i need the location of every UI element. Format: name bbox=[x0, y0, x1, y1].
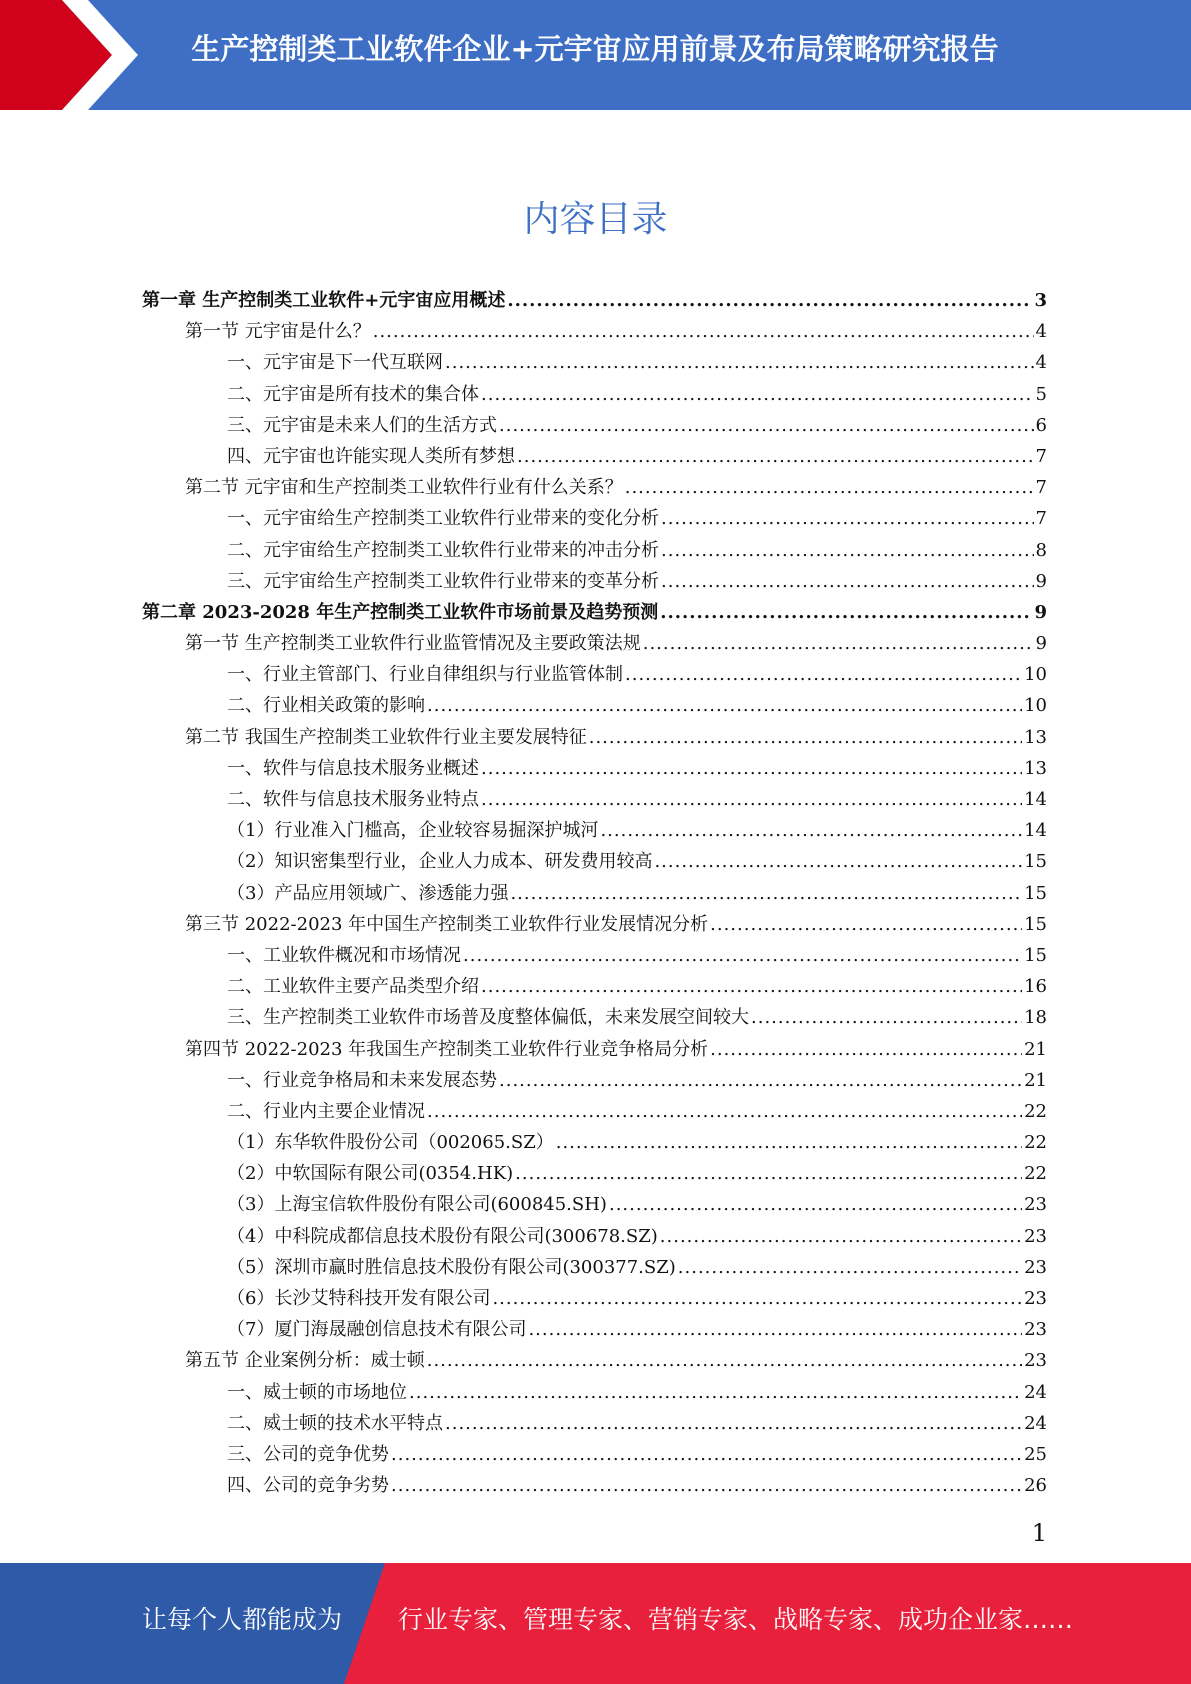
toc-dot-leader bbox=[609, 1189, 1022, 1220]
toc-entry-title: 一、元宇宙给生产控制类工业软件行业带来的变化分析 bbox=[227, 508, 659, 530]
toc-subsection-entry[interactable] bbox=[142, 971, 1047, 1002]
toc-entry-page: 25 bbox=[1024, 1443, 1047, 1465]
toc-subsection-entry[interactable] bbox=[142, 1314, 1047, 1345]
toc-section-entry[interactable] bbox=[142, 722, 1047, 753]
toc-entry-page: 24 bbox=[1024, 1412, 1047, 1434]
toc-subsection-entry[interactable] bbox=[142, 1283, 1047, 1314]
toc-dot-leader bbox=[751, 1002, 1022, 1033]
toc-entry-title: 一、行业竞争格局和未来发展态势 bbox=[227, 1069, 497, 1091]
toc-subsection-entry[interactable] bbox=[142, 690, 1047, 721]
toc-entry-page: 10 bbox=[1024, 695, 1047, 717]
toc-subsection-entry[interactable] bbox=[142, 1065, 1047, 1096]
toc-entry-page: 13 bbox=[1024, 757, 1047, 779]
toc-entry-page: 4 bbox=[1035, 321, 1047, 343]
toc-entry-page: 4 bbox=[1035, 352, 1047, 374]
toc-subsection-entry[interactable] bbox=[142, 784, 1047, 815]
toc-entry-page: 23 bbox=[1024, 1225, 1047, 1247]
toc-dot-leader bbox=[678, 1252, 1022, 1283]
toc-entry-page: 7 bbox=[1035, 477, 1047, 499]
toc-entry-title: （2）中软国际有限公司(0354.HK) bbox=[227, 1163, 514, 1185]
toc-dot-leader bbox=[660, 1221, 1022, 1252]
toc-dot-leader bbox=[589, 722, 1022, 753]
toc-subsection-entry[interactable] bbox=[142, 1439, 1047, 1470]
toc-dot-leader bbox=[373, 316, 1034, 347]
toc-entry-page: 7 bbox=[1035, 508, 1047, 530]
toc-entry-page: 8 bbox=[1035, 539, 1047, 561]
toc-subsection-entry[interactable] bbox=[142, 535, 1047, 566]
toc-entry-page: 22 bbox=[1024, 1100, 1047, 1122]
toc-entry-title: 第一节 元宇宙是什么？ bbox=[185, 321, 371, 343]
toc-entry-page: 23 bbox=[1024, 1194, 1047, 1216]
toc-subsection-entry[interactable] bbox=[142, 878, 1047, 909]
footer-slogan-right: 行业专家、管理专家、营销专家、战略专家、成功企业家…… bbox=[398, 1605, 1074, 1634]
toc-subsection-entry[interactable] bbox=[142, 441, 1047, 472]
toc-dot-leader bbox=[481, 379, 1034, 410]
page-number: 1 bbox=[1031, 1519, 1047, 1547]
toc-subsection-entry[interactable] bbox=[142, 1158, 1047, 1189]
header-arrow-decoration bbox=[0, 0, 160, 110]
toc-entry-page: 6 bbox=[1035, 414, 1047, 436]
toc-entry-page: 21 bbox=[1024, 1069, 1047, 1091]
toc-subsection-entry[interactable] bbox=[142, 940, 1047, 971]
toc-dot-leader bbox=[463, 940, 1022, 971]
toc-dot-leader bbox=[507, 285, 1032, 316]
toc-entry-page: 15 bbox=[1024, 913, 1047, 935]
toc-dot-leader bbox=[660, 597, 1032, 628]
toc-dot-leader bbox=[391, 1439, 1022, 1470]
toc-entry-page: 3 bbox=[1034, 290, 1047, 311]
toc-subsection-entry[interactable] bbox=[142, 410, 1047, 441]
toc-subsection-entry[interactable] bbox=[142, 503, 1047, 534]
toc-section-entry[interactable] bbox=[142, 316, 1047, 347]
toc-entry-page: 14 bbox=[1024, 820, 1047, 842]
toc-entry-title: 二、软件与信息技术服务业特点 bbox=[227, 789, 479, 810]
toc-entry-title: 第二节 我国生产控制类工业软件行业主要发展特征 bbox=[185, 726, 587, 748]
toc-entry-title: （5）深圳市赢时胜信息技术股份有限公司(300377.SZ) bbox=[227, 1256, 676, 1278]
toc-dot-leader bbox=[481, 971, 1022, 1002]
toc-subsection-entry[interactable] bbox=[142, 846, 1047, 877]
toc-entry-title: 第二节 元宇宙和生产控制类工业软件行业有什么关系？ bbox=[185, 477, 623, 499]
toc-subsection-entry[interactable] bbox=[142, 753, 1047, 784]
toc-dot-leader bbox=[409, 1377, 1022, 1408]
toc-dot-leader bbox=[556, 1127, 1022, 1158]
toc-entry-title: 二、威士顿的技术水平特点 bbox=[227, 1412, 443, 1434]
toc-dot-leader bbox=[445, 1408, 1022, 1439]
toc-entry-title: （6）长沙艾特科技开发有限公司 bbox=[227, 1288, 491, 1309]
footer-band bbox=[0, 1563, 1191, 1684]
toc-subsection-entry[interactable] bbox=[142, 815, 1047, 846]
toc-entry-title: 一、软件与信息技术服务业概述 bbox=[227, 757, 479, 779]
toc-entry-page: 13 bbox=[1024, 726, 1047, 748]
toc-entry-page: 22 bbox=[1024, 1163, 1047, 1185]
toc-subsection-entry[interactable] bbox=[142, 1252, 1047, 1283]
toc-section-entry[interactable] bbox=[142, 1345, 1047, 1376]
toc-subsection-entry[interactable] bbox=[142, 1221, 1047, 1252]
toc-section-entry[interactable] bbox=[142, 472, 1047, 503]
toc-heading: 内容目录 bbox=[523, 199, 668, 240]
toc-entry-title: 第三节 2022-2023 年中国生产控制类工业软件行业发展情况分析 bbox=[185, 913, 709, 935]
toc-entry-title: （3）产品应用领域广、渗透能力强 bbox=[227, 882, 509, 904]
toc-section-entry[interactable] bbox=[142, 1034, 1047, 1065]
toc-dot-leader bbox=[427, 1345, 1022, 1376]
toc-entry-title: 第五节 企业案例分析：威士顿 bbox=[185, 1350, 425, 1372]
toc-dot-leader bbox=[445, 347, 1034, 378]
toc-entry-title: 四、公司的竞争劣势 bbox=[227, 1475, 389, 1497]
toc-dot-leader bbox=[710, 1034, 1022, 1065]
toc-entry-title: （3）上海宝信软件股份有限公司(600845.SH) bbox=[227, 1194, 607, 1216]
toc-dot-leader bbox=[625, 472, 1034, 503]
toc-entry-page: 23 bbox=[1024, 1288, 1047, 1309]
toc-entry-page: 18 bbox=[1024, 1007, 1047, 1029]
toc-entry-title: 二、行业相关政策的影响 bbox=[227, 695, 425, 717]
toc-entry-title: 三、生产控制类工业软件市场普及度整体偏低，未来发展空间较大 bbox=[227, 1007, 749, 1029]
toc-entry-title: 三、元宇宙是未来人们的生活方式 bbox=[227, 414, 497, 436]
toc-entry-page: 15 bbox=[1024, 944, 1047, 966]
toc-dot-leader bbox=[510, 878, 1022, 909]
toc-dot-leader bbox=[427, 1096, 1022, 1127]
toc-entry-page: 7 bbox=[1035, 445, 1047, 467]
toc-chapter-entry[interactable] bbox=[142, 285, 1047, 316]
toc-dot-leader bbox=[710, 909, 1022, 940]
toc-entry-page: 24 bbox=[1024, 1381, 1047, 1403]
table-of-contents bbox=[142, 285, 1047, 1501]
toc-dot-leader bbox=[515, 1158, 1022, 1189]
toc-dot-leader bbox=[481, 784, 1022, 815]
toc-entry-title: 第二章 2023-2028 年生产控制类工业软件市场前景及趋势预测 bbox=[142, 601, 659, 623]
toc-subsection-entry[interactable] bbox=[142, 566, 1047, 597]
toc-subsection-entry[interactable] bbox=[142, 1470, 1047, 1501]
toc-entry-title: 一、行业主管部门、行业自律组织与行业监管体制 bbox=[227, 664, 623, 686]
footer-slogan-left: 让每个人都能成为 bbox=[142, 1605, 343, 1634]
toc-section-entry[interactable] bbox=[142, 909, 1047, 940]
toc-dot-leader bbox=[661, 503, 1034, 534]
toc-entry-page: 9 bbox=[1035, 633, 1047, 655]
toc-dot-leader bbox=[492, 1283, 1022, 1314]
header-band bbox=[0, 0, 1191, 110]
toc-entry-title: 二、元宇宙给生产控制类工业软件行业带来的冲击分析 bbox=[227, 539, 659, 561]
toc-entry-title: 一、元宇宙是下一代互联网 bbox=[227, 352, 443, 374]
toc-subsection-entry[interactable] bbox=[142, 1002, 1047, 1033]
toc-subsection-entry[interactable] bbox=[142, 1408, 1047, 1439]
toc-entry-page: 23 bbox=[1024, 1350, 1047, 1372]
toc-entry-page: 14 bbox=[1024, 789, 1047, 810]
toc-entry-page: 9 bbox=[1035, 570, 1047, 592]
toc-entry-title: （7）厦门海晟融创信息技术有限公司 bbox=[227, 1319, 527, 1341]
toc-subsection-entry[interactable] bbox=[142, 1127, 1047, 1158]
toc-entry-title: 四、元宇宙也许能实现人类所有梦想 bbox=[227, 445, 515, 467]
toc-dot-leader bbox=[517, 441, 1034, 472]
toc-entry-title: 三、公司的竞争优势 bbox=[227, 1443, 389, 1465]
toc-dot-leader bbox=[427, 690, 1022, 721]
toc-dot-leader bbox=[499, 410, 1034, 441]
toc-entry-title: 二、工业软件主要产品类型介绍 bbox=[227, 976, 479, 998]
toc-entry-page: 10 bbox=[1024, 664, 1047, 686]
toc-entry-title: （1）东华软件股份公司（002065.SZ） bbox=[227, 1132, 554, 1154]
toc-entry-title: 二、行业内主要企业情况 bbox=[227, 1100, 425, 1122]
toc-entry-title: （2）知识密集型行业，企业人力成本、研发费用较高 bbox=[227, 851, 653, 873]
toc-subsection-entry[interactable] bbox=[142, 1189, 1047, 1220]
toc-dot-leader bbox=[654, 846, 1022, 877]
toc-entry-title: 二、元宇宙是所有技术的集合体 bbox=[227, 383, 479, 405]
report-title: 生产控制类工业软件企业+元宇宙应用前景及布局策略研究报告 bbox=[191, 32, 999, 66]
toc-dot-leader bbox=[499, 1065, 1022, 1096]
toc-dot-leader bbox=[625, 659, 1022, 690]
toc-entry-page: 5 bbox=[1035, 383, 1047, 405]
toc-dot-leader bbox=[661, 535, 1034, 566]
toc-dot-leader bbox=[643, 628, 1034, 659]
toc-entry-title: 一、威士顿的市场地位 bbox=[227, 1381, 407, 1403]
toc-entry-page: 16 bbox=[1024, 976, 1047, 998]
toc-subsection-entry[interactable] bbox=[142, 1377, 1047, 1408]
toc-entry-title: 第一节 生产控制类工业软件行业监管情况及主要政策法规 bbox=[185, 633, 641, 655]
toc-entry-title: 一、工业软件概况和市场情况 bbox=[227, 944, 461, 966]
toc-dot-leader bbox=[528, 1314, 1022, 1345]
toc-entry-title: 三、元宇宙给生产控制类工业软件行业带来的变革分析 bbox=[227, 570, 659, 592]
toc-entry-title: 第四节 2022-2023 年我国生产控制类工业软件行业竞争格局分析 bbox=[185, 1038, 709, 1060]
toc-dot-leader bbox=[600, 815, 1022, 846]
toc-entry-page: 15 bbox=[1024, 882, 1047, 904]
toc-entry-page: 21 bbox=[1024, 1038, 1047, 1060]
toc-subsection-entry[interactable] bbox=[142, 379, 1047, 410]
toc-dot-leader bbox=[481, 753, 1022, 784]
toc-subsection-entry[interactable] bbox=[142, 347, 1047, 378]
toc-entry-page: 9 bbox=[1034, 601, 1047, 623]
toc-entry-title: （4）中科院成都信息技术股份有限公司(300678.SZ) bbox=[227, 1225, 658, 1247]
toc-entry-page: 23 bbox=[1024, 1319, 1047, 1341]
toc-section-entry[interactable] bbox=[142, 628, 1047, 659]
toc-entry-title: （1）行业准入门槛高，企业较容易掘深护城河 bbox=[227, 820, 599, 842]
toc-entry-page: 15 bbox=[1024, 851, 1047, 873]
toc-dot-leader bbox=[391, 1470, 1022, 1501]
toc-chapter-entry[interactable] bbox=[142, 597, 1047, 628]
toc-entry-page: 22 bbox=[1024, 1132, 1047, 1154]
toc-dot-leader bbox=[661, 566, 1034, 597]
toc-subsection-entry[interactable] bbox=[142, 659, 1047, 690]
toc-subsection-entry[interactable] bbox=[142, 1096, 1047, 1127]
toc-entry-page: 26 bbox=[1024, 1475, 1047, 1497]
toc-entry-title: 第一章 生产控制类工业软件+元宇宙应用概述 bbox=[142, 290, 506, 311]
toc-entry-page: 23 bbox=[1024, 1256, 1047, 1278]
